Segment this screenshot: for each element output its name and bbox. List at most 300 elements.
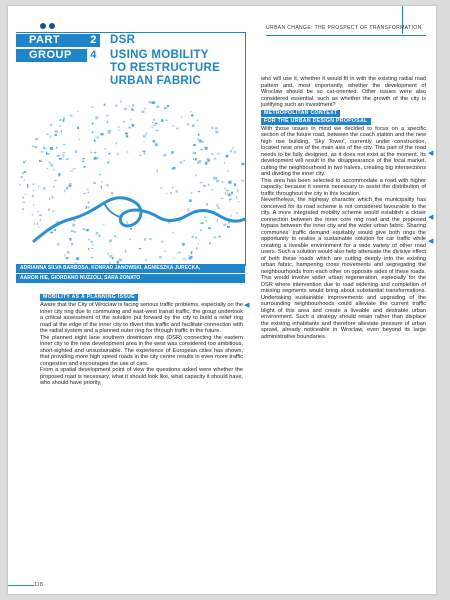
urban-block bbox=[196, 237, 197, 239]
urban-block bbox=[91, 257, 94, 258]
urban-block bbox=[118, 130, 120, 131]
urban-block bbox=[37, 211, 39, 212]
dot-icon bbox=[49, 23, 55, 29]
urban-block bbox=[144, 238, 146, 241]
urban-block bbox=[132, 104, 134, 107]
urban-block bbox=[40, 160, 42, 161]
title-line-2: TO RESTRUCTURE bbox=[110, 62, 221, 74]
urban-block bbox=[62, 152, 65, 153]
urban-block bbox=[40, 151, 43, 152]
authors-block bbox=[16, 264, 245, 284]
urban-block bbox=[40, 219, 41, 222]
urban-block bbox=[178, 252, 180, 254]
urban-block bbox=[212, 189, 214, 191]
urban-block bbox=[200, 222, 203, 224]
urban-block bbox=[208, 227, 210, 229]
arrow-marker-icon: ◀ bbox=[244, 302, 250, 309]
urban-block bbox=[195, 158, 197, 161]
urban-block bbox=[189, 257, 192, 260]
arrow-marker-icon: ◀ bbox=[428, 214, 434, 221]
urban-block bbox=[198, 191, 200, 192]
urban-block bbox=[155, 143, 157, 146]
section-heading-metropolitan-1: METROPOLITAN CONTEXT bbox=[261, 110, 340, 117]
urban-block bbox=[108, 153, 110, 155]
urban-block bbox=[94, 140, 96, 143]
urban-block bbox=[227, 170, 229, 172]
urban-block bbox=[224, 188, 226, 190]
urban-block bbox=[165, 120, 168, 121]
urban-block bbox=[39, 214, 42, 216]
urban-block bbox=[107, 121, 109, 124]
urban-block bbox=[96, 232, 98, 235]
urban-block bbox=[92, 244, 94, 245]
urban-block bbox=[180, 161, 183, 163]
urban-block bbox=[152, 122, 154, 123]
section-heading-mobility: MOBILITY AS A PLANNING ISSUE bbox=[40, 294, 138, 301]
urban-block bbox=[215, 127, 218, 129]
urban-block bbox=[53, 169, 55, 170]
urban-block bbox=[229, 201, 230, 202]
urban-block bbox=[77, 127, 79, 130]
urban-block bbox=[27, 184, 28, 187]
urban-block bbox=[82, 160, 85, 162]
urban-block bbox=[61, 130, 62, 132]
urban-block bbox=[149, 239, 151, 240]
urban-block bbox=[205, 162, 207, 165]
urban-block bbox=[105, 148, 107, 150]
urban-block bbox=[101, 181, 102, 183]
urban-block bbox=[56, 147, 57, 149]
urban-block bbox=[97, 136, 99, 138]
urban-block bbox=[223, 223, 225, 225]
urban-block bbox=[94, 157, 97, 160]
folio-rule bbox=[8, 585, 34, 586]
urban-block bbox=[234, 151, 236, 154]
urban-block bbox=[104, 104, 106, 106]
urban-block bbox=[49, 198, 50, 200]
urban-block bbox=[124, 108, 127, 110]
running-head: URBAN CHANGE: THE PROSPECT OF TRANSFORMATION bbox=[266, 25, 422, 31]
urban-block bbox=[153, 140, 156, 142]
urban-block bbox=[34, 146, 37, 148]
urban-block bbox=[193, 152, 195, 154]
urban-block bbox=[142, 151, 145, 152]
urban-block bbox=[142, 111, 145, 114]
urban-block bbox=[34, 223, 35, 225]
urban-block bbox=[50, 124, 52, 126]
city-map-figure bbox=[16, 91, 245, 265]
urban-block bbox=[173, 167, 176, 169]
arrow-marker-icon: ◀ bbox=[428, 238, 434, 245]
urban-block bbox=[230, 150, 232, 153]
urban-block bbox=[139, 248, 141, 249]
urban-block bbox=[115, 105, 117, 107]
urban-block bbox=[130, 228, 132, 230]
urban-block bbox=[157, 169, 158, 172]
urban-block bbox=[193, 144, 196, 146]
urban-block bbox=[144, 152, 145, 155]
urban-block bbox=[125, 250, 126, 253]
body-paragraph: Aware that the City of Wroclaw is facing serious traffic problems, especially on the inner city ring due to commuting and east-west transit traffic, the group undertook a critical assessment of the solution put forward by the city to build a relief ring road at the edge of the inner city to divert this traffic and facilitate connection with the radial system and a planned outer ring for through traffic in the future. bbox=[40, 302, 243, 334]
urban-block bbox=[101, 133, 104, 135]
authors-line-1: ADRIANNA SILVA BARBOSA, KONRAD JANOWSKI, AGNIESZKA JURECKA, bbox=[16, 264, 245, 273]
urban-block bbox=[217, 219, 218, 222]
urban-block bbox=[71, 230, 74, 232]
urban-block bbox=[86, 189, 88, 190]
urban-block bbox=[46, 168, 48, 170]
urban-block bbox=[198, 134, 200, 136]
urban-block bbox=[238, 201, 240, 202]
urban-block bbox=[32, 214, 33, 216]
urban-block bbox=[67, 251, 69, 254]
urban-block bbox=[118, 126, 120, 128]
urban-block bbox=[191, 192, 193, 194]
urban-block bbox=[229, 194, 230, 196]
urban-block bbox=[90, 241, 93, 243]
urban-block bbox=[214, 236, 217, 238]
dot-icon bbox=[40, 23, 46, 29]
urban-block bbox=[52, 211, 55, 212]
urban-block bbox=[83, 193, 86, 194]
urban-block bbox=[228, 181, 231, 184]
urban-block bbox=[145, 259, 147, 261]
urban-blocks bbox=[19, 100, 244, 264]
urban-block bbox=[72, 168, 75, 169]
group-label: GROUP bbox=[16, 49, 87, 62]
urban-block bbox=[43, 187, 45, 190]
urban-block bbox=[128, 127, 131, 129]
urban-block bbox=[241, 163, 244, 165]
urban-block bbox=[49, 162, 51, 164]
urban-block bbox=[183, 258, 185, 259]
urban-block bbox=[188, 255, 190, 256]
urban-block bbox=[58, 173, 61, 176]
urban-block bbox=[23, 161, 25, 164]
urban-block bbox=[19, 184, 21, 186]
urban-block bbox=[72, 224, 75, 227]
urban-block bbox=[192, 236, 194, 238]
urban-block bbox=[32, 146, 35, 147]
urban-block bbox=[171, 151, 173, 154]
urban-block bbox=[155, 123, 158, 124]
urban-block bbox=[159, 256, 162, 258]
urban-block bbox=[109, 255, 112, 258]
urban-block bbox=[189, 199, 192, 202]
urban-block bbox=[181, 117, 182, 118]
urban-block bbox=[203, 185, 206, 187]
urban-block bbox=[108, 131, 111, 134]
urban-block bbox=[46, 152, 47, 155]
urban-block bbox=[231, 214, 232, 216]
left-text-column bbox=[40, 294, 243, 387]
urban-block bbox=[215, 131, 218, 134]
urban-block bbox=[70, 170, 73, 171]
river-branch-path bbox=[104, 203, 120, 217]
urban-block bbox=[79, 139, 80, 141]
urban-block bbox=[225, 192, 226, 195]
urban-block bbox=[218, 236, 221, 238]
urban-block bbox=[202, 141, 204, 143]
urban-block bbox=[209, 242, 211, 245]
urban-block bbox=[119, 259, 122, 262]
urban-block bbox=[237, 189, 238, 192]
urban-block bbox=[24, 179, 25, 181]
urban-block bbox=[63, 154, 65, 157]
urban-block bbox=[70, 115, 73, 117]
urban-block bbox=[103, 224, 104, 225]
urban-block bbox=[132, 124, 135, 127]
urban-block bbox=[25, 160, 26, 161]
urban-block bbox=[91, 152, 92, 153]
urban-block bbox=[193, 159, 195, 161]
right-text-column bbox=[261, 76, 426, 340]
urban-block bbox=[144, 108, 145, 110]
urban-block bbox=[24, 171, 27, 173]
urban-block bbox=[153, 119, 155, 121]
urban-block bbox=[32, 184, 34, 185]
urban-block bbox=[187, 208, 189, 211]
urban-block bbox=[83, 228, 86, 230]
urban-block bbox=[22, 197, 24, 199]
urban-block bbox=[93, 182, 96, 184]
urban-block bbox=[59, 158, 62, 160]
urban-block bbox=[55, 134, 58, 136]
urban-block bbox=[234, 183, 236, 186]
urban-block bbox=[176, 128, 179, 130]
urban-block bbox=[38, 227, 39, 228]
urban-block bbox=[152, 126, 154, 128]
urban-block bbox=[197, 120, 198, 121]
urban-block bbox=[98, 235, 100, 238]
urban-block bbox=[200, 182, 203, 183]
urban-block bbox=[57, 243, 59, 246]
urban-block bbox=[126, 135, 128, 137]
urban-block bbox=[60, 119, 62, 121]
urban-block bbox=[182, 243, 185, 246]
urban-block bbox=[88, 201, 90, 204]
part-label: PART bbox=[16, 34, 87, 47]
urban-block bbox=[22, 173, 24, 175]
urban-block bbox=[47, 153, 49, 154]
urban-block bbox=[211, 127, 213, 130]
urban-block bbox=[77, 111, 78, 112]
group-number: 4 bbox=[87, 49, 100, 62]
urban-block bbox=[97, 157, 99, 159]
urban-block bbox=[196, 247, 197, 250]
urban-block bbox=[206, 220, 207, 222]
urban-block bbox=[20, 176, 22, 178]
urban-block bbox=[64, 190, 65, 193]
urban-block bbox=[87, 206, 89, 208]
urban-block bbox=[236, 196, 237, 199]
urban-block bbox=[22, 208, 24, 210]
urban-block bbox=[50, 147, 53, 150]
urban-block bbox=[66, 158, 69, 160]
urban-block bbox=[92, 132, 94, 134]
urban-block bbox=[32, 195, 34, 197]
urban-block bbox=[33, 190, 35, 191]
urban-block bbox=[59, 126, 61, 127]
urban-block bbox=[64, 254, 65, 256]
urban-block bbox=[114, 235, 116, 237]
urban-block bbox=[206, 203, 208, 205]
urban-block bbox=[171, 192, 172, 194]
urban-block bbox=[106, 115, 109, 116]
urban-block bbox=[211, 154, 213, 155]
urban-block bbox=[183, 160, 185, 162]
urban-block bbox=[37, 222, 38, 225]
arrow-marker-icon: ◀ bbox=[428, 150, 434, 157]
urban-block bbox=[207, 158, 210, 160]
title-line-3: URBAN FABRIC bbox=[110, 75, 202, 87]
urban-block bbox=[48, 209, 50, 212]
urban-block bbox=[156, 130, 159, 132]
urban-block bbox=[173, 258, 174, 259]
urban-block bbox=[88, 191, 90, 193]
urban-block bbox=[172, 125, 174, 126]
urban-block bbox=[55, 130, 58, 132]
magazine-page bbox=[8, 6, 436, 594]
urban-block bbox=[43, 147, 45, 150]
urban-block bbox=[242, 180, 244, 182]
urban-block bbox=[107, 161, 109, 164]
urban-block bbox=[144, 142, 145, 143]
urban-block bbox=[161, 119, 163, 122]
body-paragraph: Nevertheless, the highway character which the municipality has conceived for its road scheme is not considered favourable to the city. A more integrated mobility scheme would establish a closer connection between the inner core ring road and the proposed bypass between the inner city and the wider urban fabric. Sharing communes' traffic demand equitably would give both rings the opportunity to realise a sustainable solution for car traffic while creating a liveable environment for a wide variety of other road users. Such a solution would also help attenuate the divisive effect of both these roads which are cutting deeply into the existing urban fabric, hampering cross movements and segregating the neighbourhoods from each other on opposite sides of these roads. This would involve wider urban regeneration, especially for the DSR where intervention due to road widening and completion of missing segments would bring about substantial transformations. Undertaking sustainable improvements and upgrading of the surrounding neighbourhoods could alleviate the current traffic blight of this area and create a liveable and desirable urban environment. Such a strategy should retain rather than displace the existing inhabitants and therefore alleviate pressure of urban sprawl, already noticeable in Wroclaw, even beyond its large administrative boundaries. bbox=[261, 197, 426, 340]
urban-block bbox=[191, 114, 193, 116]
urban-block bbox=[151, 101, 154, 104]
urban-block bbox=[83, 166, 85, 168]
urban-block bbox=[92, 123, 94, 125]
urban-block bbox=[199, 140, 201, 143]
urban-block bbox=[50, 232, 53, 234]
urban-block bbox=[129, 106, 130, 107]
body-paragraph: With those issues in mind we decided to focus on a specific section of the future road, between the coach station and the new high rise building, 'Sky Tower', currently under construction, located near one of the main axis of the city. This part of the road needs to be fully designed, as it does not exist at the moment. Its development will result in the disappearance of the local market, cutting the neighbourhood in two halves, creating big intersections and dividing the inner city. bbox=[261, 125, 426, 177]
section-heading-metropolitan-2: FOR THE URBAN DESIGN PROPOSAL bbox=[261, 118, 371, 125]
urban-block bbox=[192, 124, 195, 127]
urban-block bbox=[190, 111, 191, 113]
urban-block bbox=[226, 155, 229, 158]
urban-block bbox=[99, 174, 101, 176]
urban-block bbox=[146, 132, 147, 135]
urban-block bbox=[91, 248, 94, 249]
urban-block bbox=[127, 151, 128, 153]
urban-block bbox=[156, 106, 159, 108]
urban-block bbox=[106, 184, 109, 186]
urban-block bbox=[69, 238, 71, 241]
urban-block bbox=[91, 106, 93, 107]
urban-block bbox=[195, 174, 196, 176]
urban-block bbox=[66, 257, 68, 259]
urban-block bbox=[164, 107, 167, 109]
urban-block bbox=[224, 162, 225, 164]
urban-block bbox=[218, 153, 220, 155]
urban-block bbox=[107, 252, 108, 255]
urban-block bbox=[22, 202, 25, 203]
urban-block bbox=[129, 239, 130, 240]
urban-block bbox=[86, 229, 89, 232]
urban-block bbox=[86, 206, 87, 209]
urban-block bbox=[88, 239, 89, 241]
urban-block bbox=[208, 184, 210, 187]
urban-block bbox=[54, 229, 56, 231]
urban-block bbox=[53, 186, 55, 187]
urban-block bbox=[25, 194, 27, 195]
urban-block bbox=[160, 187, 162, 188]
body-paragraph: This area has been selected to accommodate a road with higher capacity, because it seems necessary to assist the distribution of traffic throughout the city in this location. bbox=[261, 177, 426, 197]
urban-block bbox=[228, 190, 229, 191]
body-paragraph: The planned eight lane southern downtown ring (DSR) connecting the eastern inner city to the new development area in the west was considered too ambitious, short-sighted and unsustainable. The experience of European cities has shown, that providing more high speed roads in the city centre results in even more traffic congestion and encourages the use of cars. bbox=[40, 334, 243, 367]
urban-block bbox=[127, 221, 128, 224]
urban-block bbox=[95, 116, 98, 119]
title-map-panel bbox=[16, 32, 246, 266]
urban-block bbox=[63, 144, 66, 146]
urban-block bbox=[149, 101, 151, 103]
body-paragraph: who will use it, whether it would fit in with the existing radial road pattern and, most importantly, whether the development of Wroclaw should be so car-oriented. Other issues were also considered essential, such as whether the growth of the city is justifying such an investment? bbox=[261, 76, 426, 108]
urban-block bbox=[130, 119, 131, 120]
urban-block bbox=[164, 251, 166, 252]
urban-block bbox=[173, 232, 174, 234]
urban-block bbox=[76, 257, 79, 260]
urban-block bbox=[71, 243, 73, 246]
header-rule bbox=[266, 35, 426, 36]
urban-block bbox=[221, 181, 223, 183]
urban-block bbox=[176, 190, 178, 193]
urban-block bbox=[214, 158, 217, 160]
urban-block bbox=[163, 154, 166, 157]
urban-block bbox=[120, 100, 121, 103]
urban-block bbox=[200, 149, 203, 150]
urban-block bbox=[131, 108, 134, 110]
urban-block bbox=[111, 192, 113, 195]
urban-block bbox=[177, 253, 178, 254]
urban-block bbox=[197, 161, 200, 163]
urban-block bbox=[185, 259, 186, 261]
urban-block bbox=[50, 135, 51, 138]
urban-block bbox=[63, 119, 65, 122]
urban-block bbox=[213, 177, 216, 180]
urban-block bbox=[205, 147, 208, 150]
urban-block bbox=[125, 133, 128, 135]
project-code: DSR bbox=[110, 34, 136, 46]
urban-block bbox=[46, 134, 49, 135]
urban-block bbox=[167, 105, 169, 107]
urban-block bbox=[216, 204, 218, 207]
urban-block bbox=[198, 139, 200, 142]
urban-block bbox=[216, 180, 219, 182]
urban-block bbox=[63, 117, 65, 119]
urban-block bbox=[82, 158, 84, 159]
urban-block bbox=[139, 155, 141, 156]
urban-block bbox=[227, 226, 230, 228]
urban-block bbox=[54, 180, 56, 181]
urban-block bbox=[57, 155, 60, 156]
urban-block bbox=[88, 248, 89, 250]
urban-block bbox=[153, 125, 156, 126]
urban-block bbox=[200, 230, 201, 232]
urban-block bbox=[166, 193, 167, 195]
urban-block bbox=[123, 121, 126, 122]
urban-block bbox=[162, 241, 164, 243]
urban-block bbox=[38, 186, 40, 188]
urban-block bbox=[232, 147, 234, 149]
urban-block bbox=[191, 252, 192, 254]
urban-block bbox=[75, 150, 77, 153]
urban-block bbox=[229, 199, 232, 200]
urban-block bbox=[143, 135, 146, 137]
authors-line-2: AARON HIE, GIORDANO NUZZOLI, SARA ZONATO bbox=[16, 274, 245, 283]
urban-block bbox=[117, 153, 119, 156]
